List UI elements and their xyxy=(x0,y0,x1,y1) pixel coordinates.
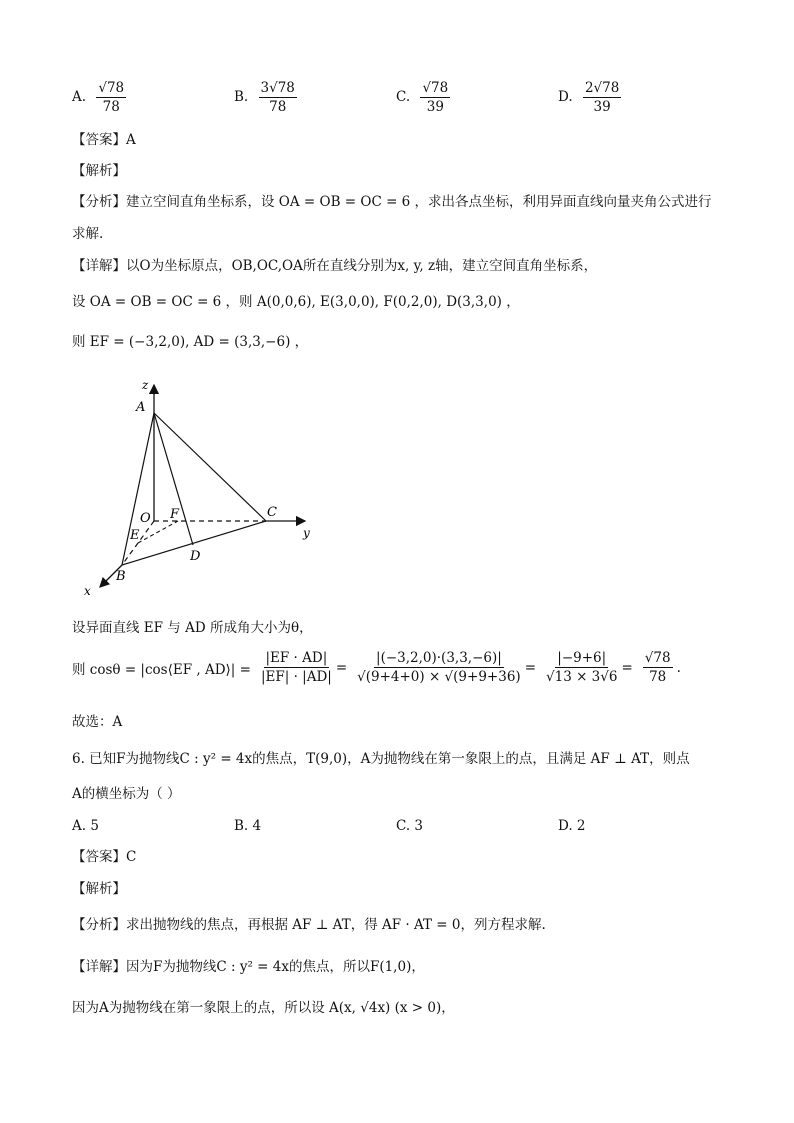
period: . xyxy=(676,659,681,676)
fraction-numerator: 3√78 xyxy=(260,80,295,96)
xiangjie-line-3: 则 EF = (−3,2,0), AD = (3,3,−6) ， xyxy=(72,334,309,350)
q6-option-c: C. 3 xyxy=(396,818,424,834)
equals-sign: = xyxy=(524,659,536,676)
label-b: B xyxy=(116,569,126,584)
cos-fraction-1 xyxy=(261,650,332,685)
answer-line: 【答案】A xyxy=(72,132,136,148)
fraction-denominator: √(9+4+0) × √(9+9+36) xyxy=(357,669,521,685)
cos-fraction-4 xyxy=(643,650,673,685)
cos-fraction-3 xyxy=(546,650,617,685)
option-fraction xyxy=(259,80,297,115)
fenxi-line-1: 【分析】建立空间直角坐标系，设 OA = OB = OC = 6 ，求出各点坐标，利用异面直线向量夹角公式进行 xyxy=(72,194,712,210)
equals-sign: = xyxy=(621,659,633,676)
final-choice: 故选：A xyxy=(72,714,123,730)
fraction-denominator: 78 xyxy=(649,669,667,685)
option-letter: C. xyxy=(396,89,411,105)
label-y: y xyxy=(303,526,310,540)
fraction-denominator: 39 xyxy=(593,99,611,115)
equals-sign: = xyxy=(335,659,348,676)
q6-option-b: B. 4 xyxy=(234,818,262,834)
cos-formula xyxy=(72,650,681,685)
option-letter: B. xyxy=(234,89,249,105)
q6-xiangjie-1: 【详解】因为F为抛物线C : y² = 4x的焦点，所以F(1,0)， xyxy=(72,959,425,975)
option-c xyxy=(396,80,450,115)
q6-analysis-heading: 【解析】 xyxy=(72,881,126,897)
q6-xiangjie-2: 因为A为抛物线在第一象限上的点，所以设 A(x, √4x) (x > 0)， xyxy=(72,1000,455,1016)
label-x: x xyxy=(84,584,91,598)
coordinate-figure xyxy=(70,375,330,605)
fraction-numerator: |−9+6| xyxy=(557,650,607,666)
option-fraction xyxy=(420,80,450,115)
option-d xyxy=(558,80,621,115)
q6-answer: 【答案】C xyxy=(72,849,137,865)
fenxi-line-2: 求解. xyxy=(72,226,104,242)
fraction-denominator: √13 × 3√6 xyxy=(546,669,618,685)
q6-option-d: D. 2 xyxy=(558,818,586,834)
label-e: E xyxy=(130,528,140,543)
fraction-denominator: 78 xyxy=(102,99,120,115)
fraction-numerator: √78 xyxy=(98,80,125,96)
label-z: z xyxy=(142,378,149,392)
q6-stem-1: 6. 已知F为抛物线C : y² = 4x的焦点，T(9,0)，A为抛物线在第一象限上的点，且满足 AF ⊥ AT，则点 xyxy=(72,751,690,767)
option-b xyxy=(234,80,297,115)
edge-ad xyxy=(154,413,193,545)
label-f: F xyxy=(170,507,180,522)
xiangjie-line-4: 设异面直线 EF 与 AD 所成角大小为θ， xyxy=(72,620,313,636)
label-o: O xyxy=(140,511,151,526)
fraction-numerator: √78 xyxy=(644,650,671,666)
analysis-heading: 【解析】 xyxy=(72,163,126,179)
fraction-denominator: 78 xyxy=(269,99,287,115)
option-letter: D. xyxy=(558,89,573,105)
q6-option-a: A. 5 xyxy=(72,818,99,834)
edge-ac xyxy=(154,413,266,521)
cos-fraction-2 xyxy=(357,650,521,685)
xiangjie-line-2: 设 OA = OB = OC = 6 ，则 A(0,0,6), E(3,0,0), F(0,2,0), D(3,3,0) ， xyxy=(72,294,520,310)
option-a xyxy=(72,80,126,115)
label-c: C xyxy=(267,505,277,520)
fraction-numerator: √78 xyxy=(422,80,449,96)
label-a: A xyxy=(136,400,146,415)
fraction-numerator: 2√78 xyxy=(584,80,620,96)
cos-left: 则 cosθ = |cos⟨EF , AD⟩| = xyxy=(72,661,251,678)
fraction-numerator: |(−3,2,0)·(3,3,−6)| xyxy=(376,650,502,666)
label-d: D xyxy=(190,549,201,564)
option-fraction xyxy=(583,80,621,115)
fraction-denominator: 39 xyxy=(426,99,444,115)
fraction-numerator: |EF · AD| xyxy=(265,650,328,666)
option-fraction xyxy=(96,80,126,115)
q6-fenxi: 【分析】求出抛物线的焦点，再根据 AF ⊥ AT，得 AF · AT = 0，列方程求解. xyxy=(72,917,546,933)
xiangjie-line-1: 【详解】以O为坐标原点，OB,OC,OA所在直线分别为x, y, z轴，建立空间直角坐标系， xyxy=(72,258,598,274)
q6-stem-2: A的横坐标为（ ） xyxy=(72,786,181,802)
fraction-denominator: |EF| · |AD| xyxy=(260,669,332,685)
option-letter: A. xyxy=(72,89,87,105)
